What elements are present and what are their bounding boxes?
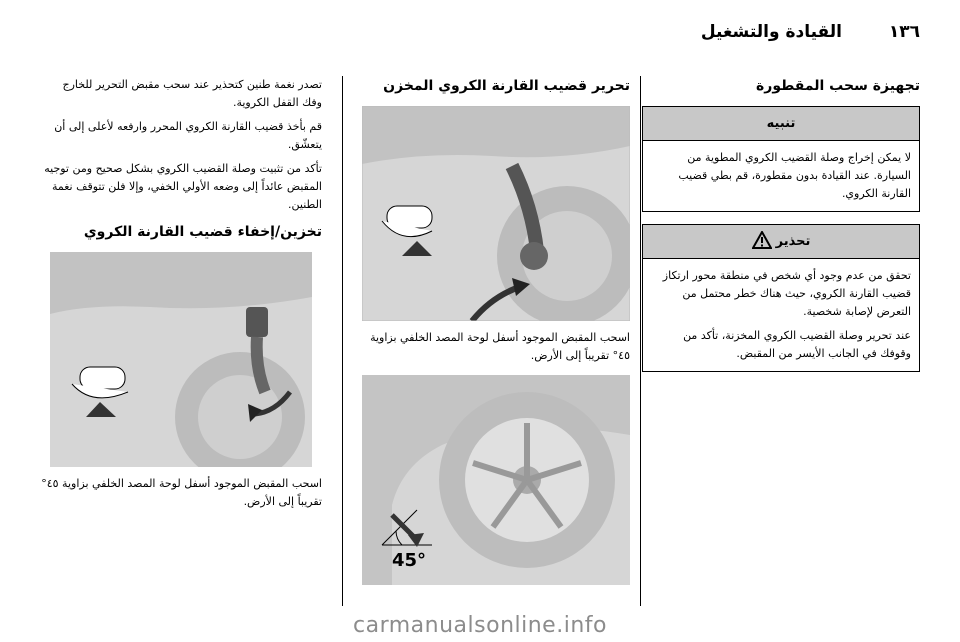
section-heading-release: تحرير قضيب القارنة الكروي المخزن [383,78,630,94]
left-column [40,76,322,511]
section-heading-towing: تجهيزة سحب المقطورة [756,78,920,94]
right-column [642,76,920,384]
notice-text: لا يمكن إخراج وصلة القضيب الكروي المطوية من السيارة. عند القيادة بدون مقطورة، قم بطي قضيب القارنة الكروي. [678,151,911,200]
paragraph-check: تأكد من تثبيت وصلة القضيب الكروي بشكل صحيح ومن توجيه المقبض عائداً إلى وضعه الأولي الخفي، وإلا فلن تتوقف نغمة الطنين. [44,162,322,211]
page-header [0,0,960,58]
warning-text-1: تحقق من عدم وجود أي شخص في منطقة محور ارتكاز قضيب القارنة الكروي، حيث هناك خطر محتمل من التعرض لإصابة شخصية. [662,269,911,318]
paragraph-buzz: تصدر نغمة طنين كتحذير عند سحب مقبض التحرير للخارج وفك القفل الكروية. [62,78,322,109]
notice-title: تنبيه [643,107,919,141]
warning-triangle-icon [752,231,772,253]
watermark: carmanualsonline.info [353,613,607,638]
column-divider-left [342,76,343,606]
column-divider-right [640,76,641,606]
illustration-handle-angle [362,375,630,585]
warning-title: تحذير [775,234,811,249]
page-title: القيادة والتشغيل [700,22,842,42]
section-heading-store: تخزين/إخفاء قضيب القارنة الكروي [83,224,322,240]
caption-release: اسحب المقبض الموجود أسفل لوحة المصد الخلفي بزاوية ٤٥° تقريباً إلى الأرض. [370,331,630,362]
illustration-store-handle [50,252,312,467]
middle-column [362,76,630,585]
caption-store: اسحب المقبض الموجود أسفل لوحة المصد الخلفي بزاوية ٤٥° تقريباً إلى الأرض. [41,477,322,508]
paragraph-lift: قم بأخذ قضيب القارنة الكروي المحرر وارفعه لأعلى إلى أن يتعشّق. [54,120,322,151]
warning-box [642,224,920,372]
notice-box [642,106,920,212]
angle-label: 45° [392,550,427,571]
warning-text-2: عند تحرير وصلة القضيب الكروي المخزنة، تأكد من وقوفك في الجانب الأيسر من المقبض. [683,329,911,360]
illustration-release-handle [362,106,630,321]
page-number: ١٣٦ [888,22,920,42]
